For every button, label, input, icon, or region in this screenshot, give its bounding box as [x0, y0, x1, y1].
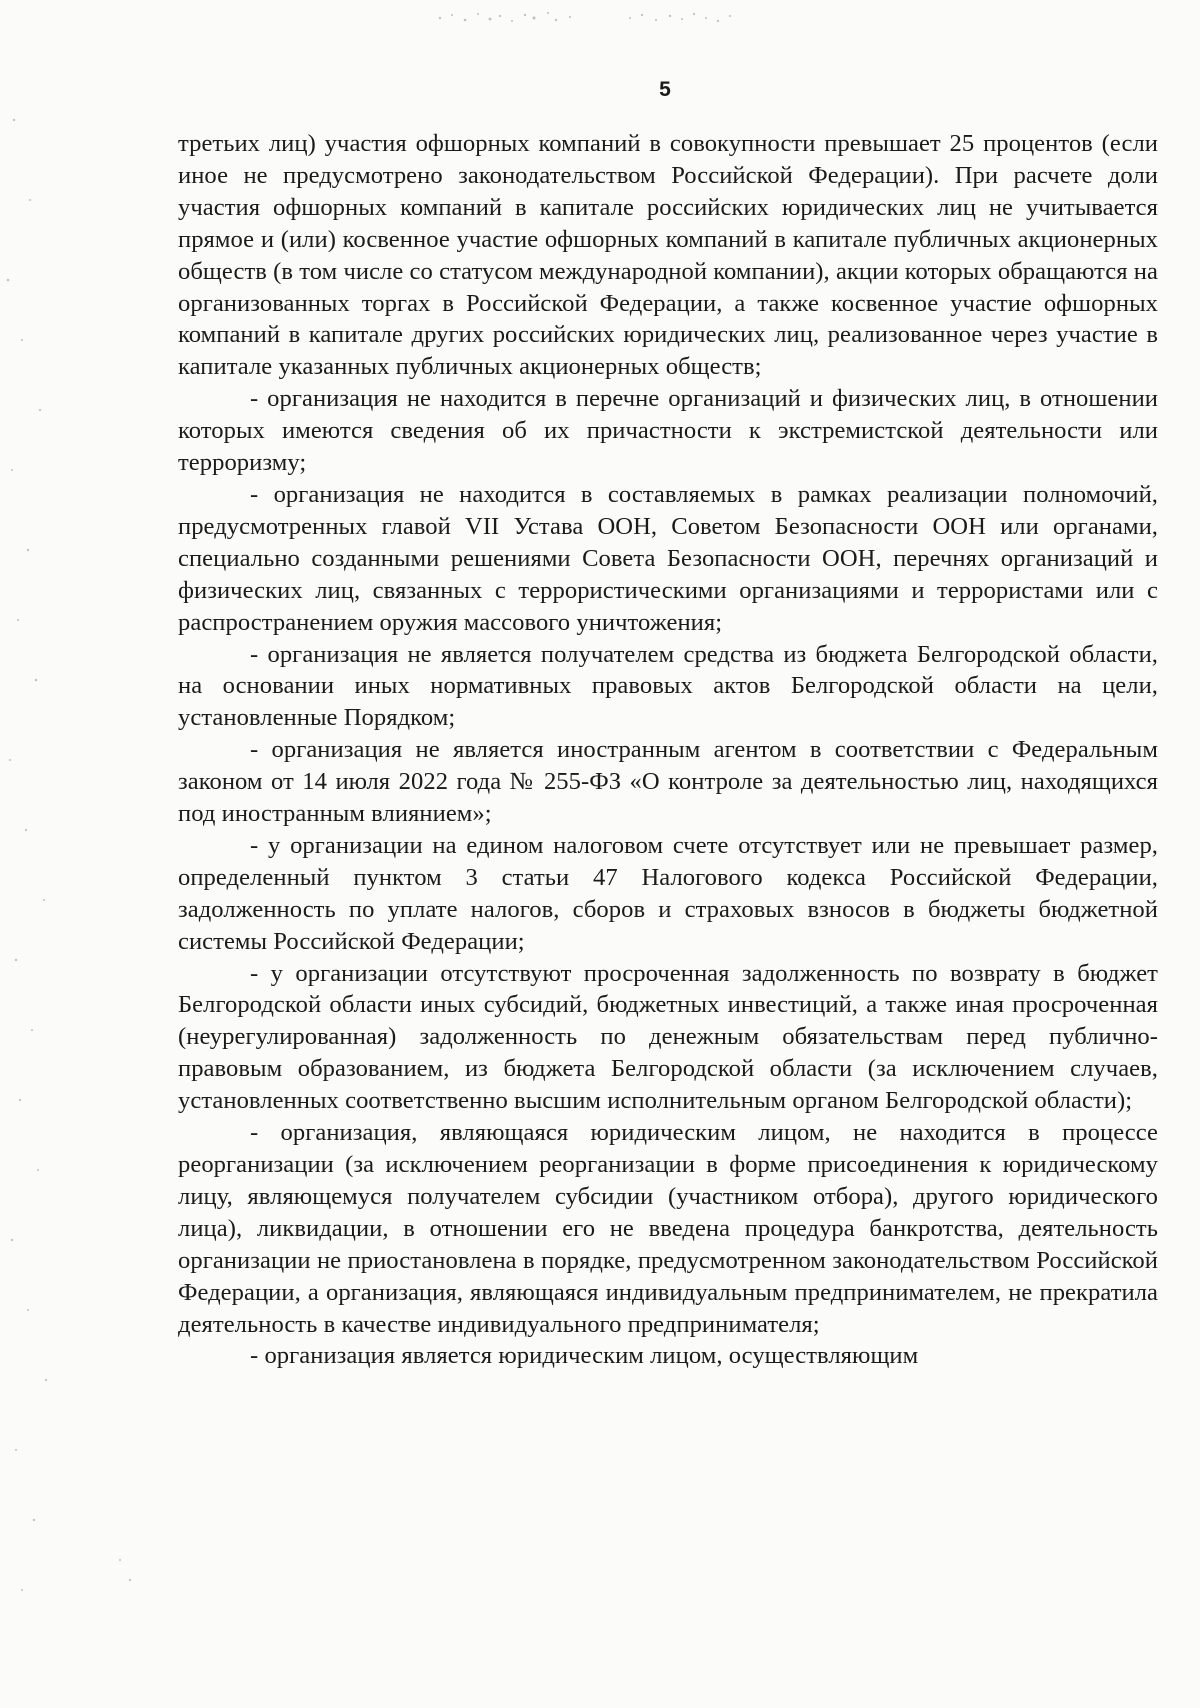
paragraph-foreign-agent: - организация не является иностранным агентом в соответствии с Федеральным законом от 14 июля 2022 года № 255-ФЗ «О контроле за деятельностью лиц, находящихся под иностранным влиянием»; [178, 736, 1158, 828]
paragraph-reorganization: - организация, являющаяся юридическим лицом, не находится в процессе реорганизации (за исключением реорганизации в форме присоединения к юридическому лицу, являющемуся получателем субсидии (участником отбора), другого юридического лица), ликвидации, в отношении его не введена процедура банкротства, деятельность организации не приостановлена в порядке, предусмотренном законодательством Российской Федерации, а организация, являющаяся индивидуальным предпринимателем, не прекратила деятельность в качестве индивидуального предпринимателя; [178, 1119, 1158, 1338]
paragraph-overdue-debt: - у организации отсутствуют просроченная задолженность по возврату в бюджет Белгородской области иных субсидий, бюджетных инвестиций, а также иная просроченная (неурегулированная) задолженность по денежным обязательствам перед публично-правовым образованием, из бюджета Белгородской области (за исключением случаев, установленных соответственно высшим исполнительным органом Белгородской области); [178, 959, 1158, 1115]
document-body [178, 128, 1158, 1372]
paragraph-legal-entity: - организация является юридическим лицом, осуществляющим [250, 1342, 919, 1370]
paragraph-un-security-council-list: - организация не находится в составляемых в рамках реализации полномочий, предусмотренных главой VII Устава ООН, Советом Безопасности ООН или органами, специально созданными решениями Совета Безопасности ООН, перечнях организаций и физических лиц, связанных с террористическими организациями и террористами или с распространением оружия массового уничтожения; [178, 480, 1158, 636]
paragraph-tax-debt: - у организации на едином налоговом счете отсутствует или не превышает размер, определенный пунктом 3 статьи 47 Налогового кодекса Российской Федерации, задолженность по уплате налогов, сборов и страховых взносов в бюджеты бюджетной системы Российской Федерации; [178, 831, 1158, 955]
page-number: 5 [659, 78, 671, 101]
scan-noise [430, 6, 770, 28]
paragraph-budget-recipient: - организация не является получателем средства из бюджета Белгородской области, на основании иных нормативных правовых актов Белгородской области на цели, установленные Порядком; [178, 640, 1158, 732]
margin-scan-artifacts [0, 80, 160, 1680]
paragraph-extremism-list: - организация не находится в перечне организаций и физических лиц, в отношении которых имеются сведения об их причастности к экстремистской деятельности или терроризму; [178, 385, 1158, 477]
paragraph-offshore-participation: третьих лиц) участия офшорных компаний в совокупности превышает 25 процентов (если иное не предусмотрено законодательством Российской Федерации). При расчете доли участия офшорных компаний в капитале российских юридических лиц не учитывается прямое и (или) косвенное участие офшорных компаний в капитале публичных акционерных обществ (в том числе со статусом международной компании), акции которых обращаются на организованных торгах в Российской Федерации, а также косвенное участие офшорных компаний в капитале других российских юридических лиц, реализованное через участие в капитале указанных публичных акционерных обществ; [178, 130, 1158, 381]
